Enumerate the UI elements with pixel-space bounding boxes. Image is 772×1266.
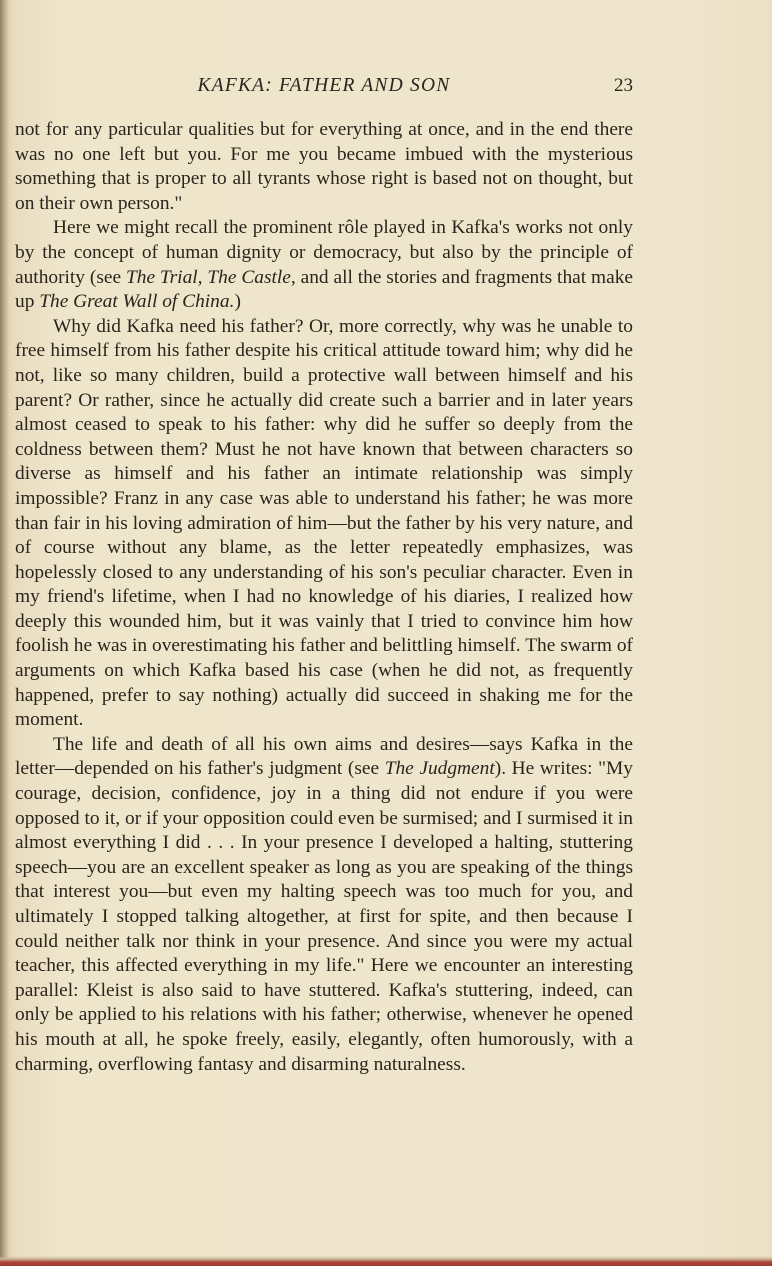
paragraph-2-text-d: ) — [234, 291, 241, 313]
title-the-castle: The Castle, — [207, 266, 296, 288]
paragraph-4-text-a: The life and death of all his own aims and desires—says Kafka in the letter—depended on his father's judgment (see — [15, 733, 633, 780]
paragraph-4-text-b: ). He writes: "My courage, decision, confidence, joy in a thing did not endure if you were opposed to it, or if your opposition could even be surmised; and I surmised it in almost everything I did . . . In your presence I developed a halting, stuttering speech—you are an excellent speaker as long as you are speaking of the things that interest you—but even my halting speech was too much for you, and ultimately I stopped talking altogether, at first for spite, and then because I could neither talk nor think in your presence. And since you were my actual teacher, this affected everything in my life." Here we encounter an interesting parallel: Kleist is also said to have stuttered. Kafka's stuttering, indeed, can only be applied to his relations with his father; otherwise, whenever he opened his mouth at all, he spoke freely, easily, elegantly, often humorously, with a charming, overflowing fantasy and disarming naturalness. — [15, 758, 633, 1075]
body-text — [15, 118, 633, 1077]
title-the-judgment: The Judgment — [384, 758, 495, 780]
title-the-trial: The Trial, — [125, 266, 203, 288]
page-bottom-edge — [0, 1256, 772, 1266]
paragraph-4 — [15, 733, 633, 1077]
paragraph-2 — [15, 216, 633, 314]
title-great-wall-of-china: The Great Wall of China. — [39, 291, 235, 313]
paragraph-1: not for any particular qualities but for everything at once, and in the end there was no one left but you. For me you became imbued with the mysterious something that is proper to all tyrants whose right is based not on thought, but on their own person." — [15, 119, 633, 214]
paragraph-2-text-a: Here we might recall the prominent rôle played in Kafka's works not only by the concept of human dignity or democracy, but also by the principle of authority (see — [15, 217, 633, 288]
running-title: KAFKA: FATHER AND SON — [197, 75, 451, 96]
paragraph-2-text-c: and all the stories and fragments that make up — [15, 266, 633, 313]
paragraph-3: Why did Kafka need his father? Or, more correctly, why was he unable to free himself from his father despite his critical attitude toward him; why did he not, like so many children, build a protective wall between himself and his parent? Or rather, since he actually did create such a barrier and in later years almost ceased to speak to his father: why did he suffer so deeply from the coldness between them? Must he not have known that between characters so diverse as himself and his father an intimate relationship was simply impossible? Franz in any case was able to understand his father; he was more than fair in his loving admiration of him—but the father by his very nature, and of course without any blame, as the letter repeatedly emphasizes, was hopelessly closed to any understanding of his son's peculiar character. Even in my friend's lifetime, when I had no knowledge of his diaries, I realized how deeply this wounded him, but it was vainly that I tried to convince him how foolish he was in overestimating his father and belittling himself. The swarm of arguments on which Kafka based his case (when he did not, as frequently happened, prefer to say nothing) actually did succeed in shaking me for the moment. — [15, 315, 633, 731]
binding-shadow — [0, 0, 9, 1266]
running-head — [15, 72, 633, 102]
page-number: 23 — [614, 75, 633, 96]
